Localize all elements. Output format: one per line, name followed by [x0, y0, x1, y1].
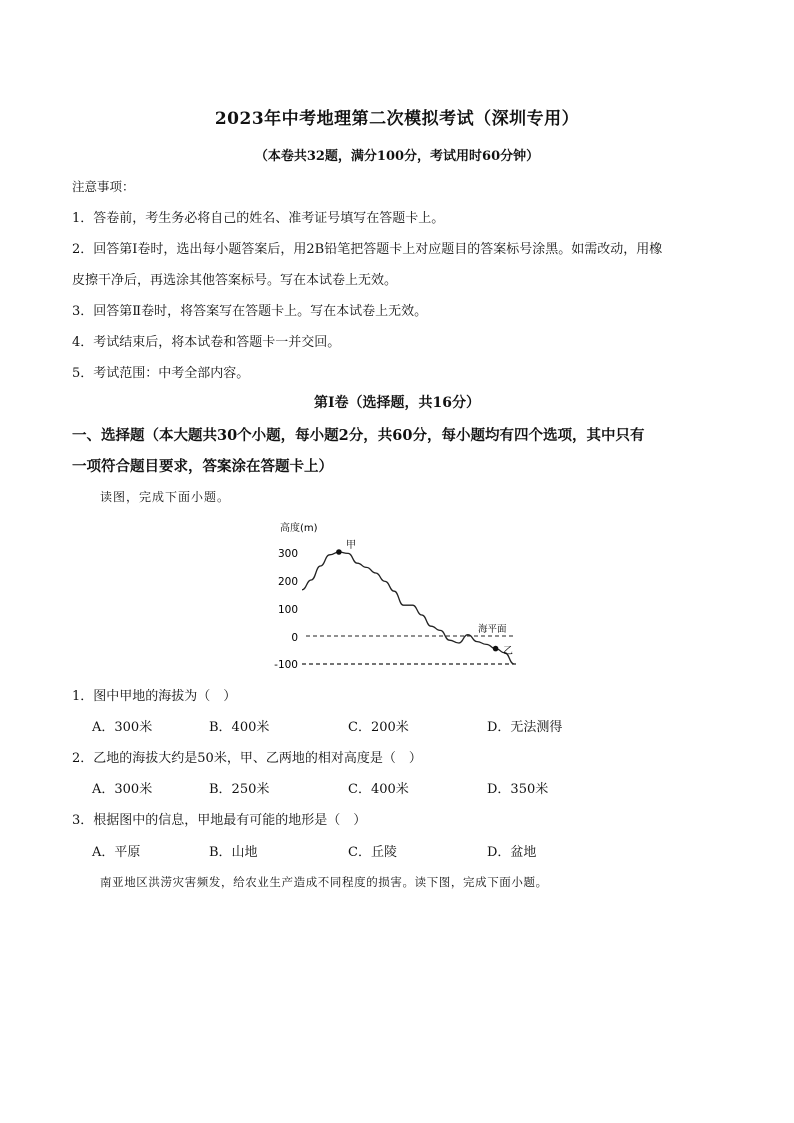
question-2-option-b[interactable]: B．250米: [209, 782, 270, 797]
note-item-5: 5．考试范围：中考全部内容。: [72, 366, 250, 381]
note-item-1: 1．答卷前，考生务必将自己的姓名、准考证号填写在答题卡上。: [72, 211, 445, 226]
question-3-option-d[interactable]: D．盆地: [487, 845, 537, 860]
terrain-profile-line: [302, 552, 514, 664]
sea-level-label: 海平面: [478, 624, 507, 635]
question-2-option-c[interactable]: C．400米: [348, 782, 409, 797]
y-tick-200: 200: [277, 576, 298, 588]
question-3-option-c[interactable]: C．丘陵: [348, 845, 397, 860]
question-1-option-a[interactable]: A．300米: [92, 720, 153, 735]
page-subtitle: （本卷共32题，满分100分，考试用时60分钟）: [254, 149, 540, 164]
point-jia-marker: [336, 549, 342, 555]
y-tick-minus-100: -100: [274, 659, 298, 671]
point-jia-label: 甲: [346, 540, 356, 551]
point-yi-label: 乙: [503, 646, 513, 657]
question-3-option-a[interactable]: A．平原: [92, 845, 141, 860]
y-tick-0: 0: [291, 632, 298, 644]
note-item-3: 3．回答第Ⅱ卷时，将答案写在答题卡上。写在本试卷上无效。: [72, 304, 428, 319]
notes-heading: 注意事项：: [72, 179, 135, 194]
question-2-option-d[interactable]: D．350米: [487, 782, 549, 797]
question-3-stem: 3．根据图中的信息，甲地最有可能的地形是（ ）: [72, 813, 367, 828]
y-tick-300: 300: [277, 548, 298, 560]
note-item-2: 2．回答第Ⅰ卷时，选出每小题答案后，用2B铅笔把答题卡上对应题目的答案标号涂黑。如需改动，用橡: [72, 242, 663, 257]
section-title: 第Ⅰ卷（选择题，共16分）: [313, 395, 481, 411]
elevation-profile-chart: [270, 515, 530, 675]
question-3-option-b[interactable]: B．山地: [209, 845, 258, 860]
question-2-option-a[interactable]: A．300米: [92, 782, 153, 797]
note-item-2-continued: 皮擦干净后，再选涂其他答案标号。写在本试卷上无效。: [72, 273, 398, 288]
point-yi-marker: [493, 646, 499, 652]
question-2-stem: 2．乙地的海拔大约是50米，甲、乙两地的相对高度是（ ）: [72, 751, 422, 766]
page-title: 2023年中考地理第二次模拟考试（深圳专用）: [214, 109, 580, 129]
section-heading-line-1: 一、选择题（本大题共30个小题，每小题2分，共60分，每小题均有四个选项，其中只有: [72, 427, 645, 444]
note-item-4: 4．考试结束后，将本试卷和答题卡一并交回。: [72, 335, 341, 350]
question-1-option-d[interactable]: D．无法测得: [487, 720, 563, 735]
reading-prompt-1: 读图，完成下面小题。: [100, 490, 231, 504]
section-heading-line-2: 一项符合题目要求，答案涂在答题卡上）: [72, 458, 333, 475]
question-1-stem: 1．图中甲地的海拔为（ ）: [72, 689, 237, 704]
reading-prompt-2: 南亚地区洪涝灾害频发，给农业生产造成不同程度的损害。读下图，完成下面小题。: [100, 875, 548, 889]
y-tick-100: 100: [277, 604, 298, 616]
y-axis-label: 高度(m): [280, 523, 318, 534]
question-1-option-b[interactable]: B．400米: [209, 720, 270, 735]
question-1-option-c[interactable]: C．200米: [348, 720, 409, 735]
